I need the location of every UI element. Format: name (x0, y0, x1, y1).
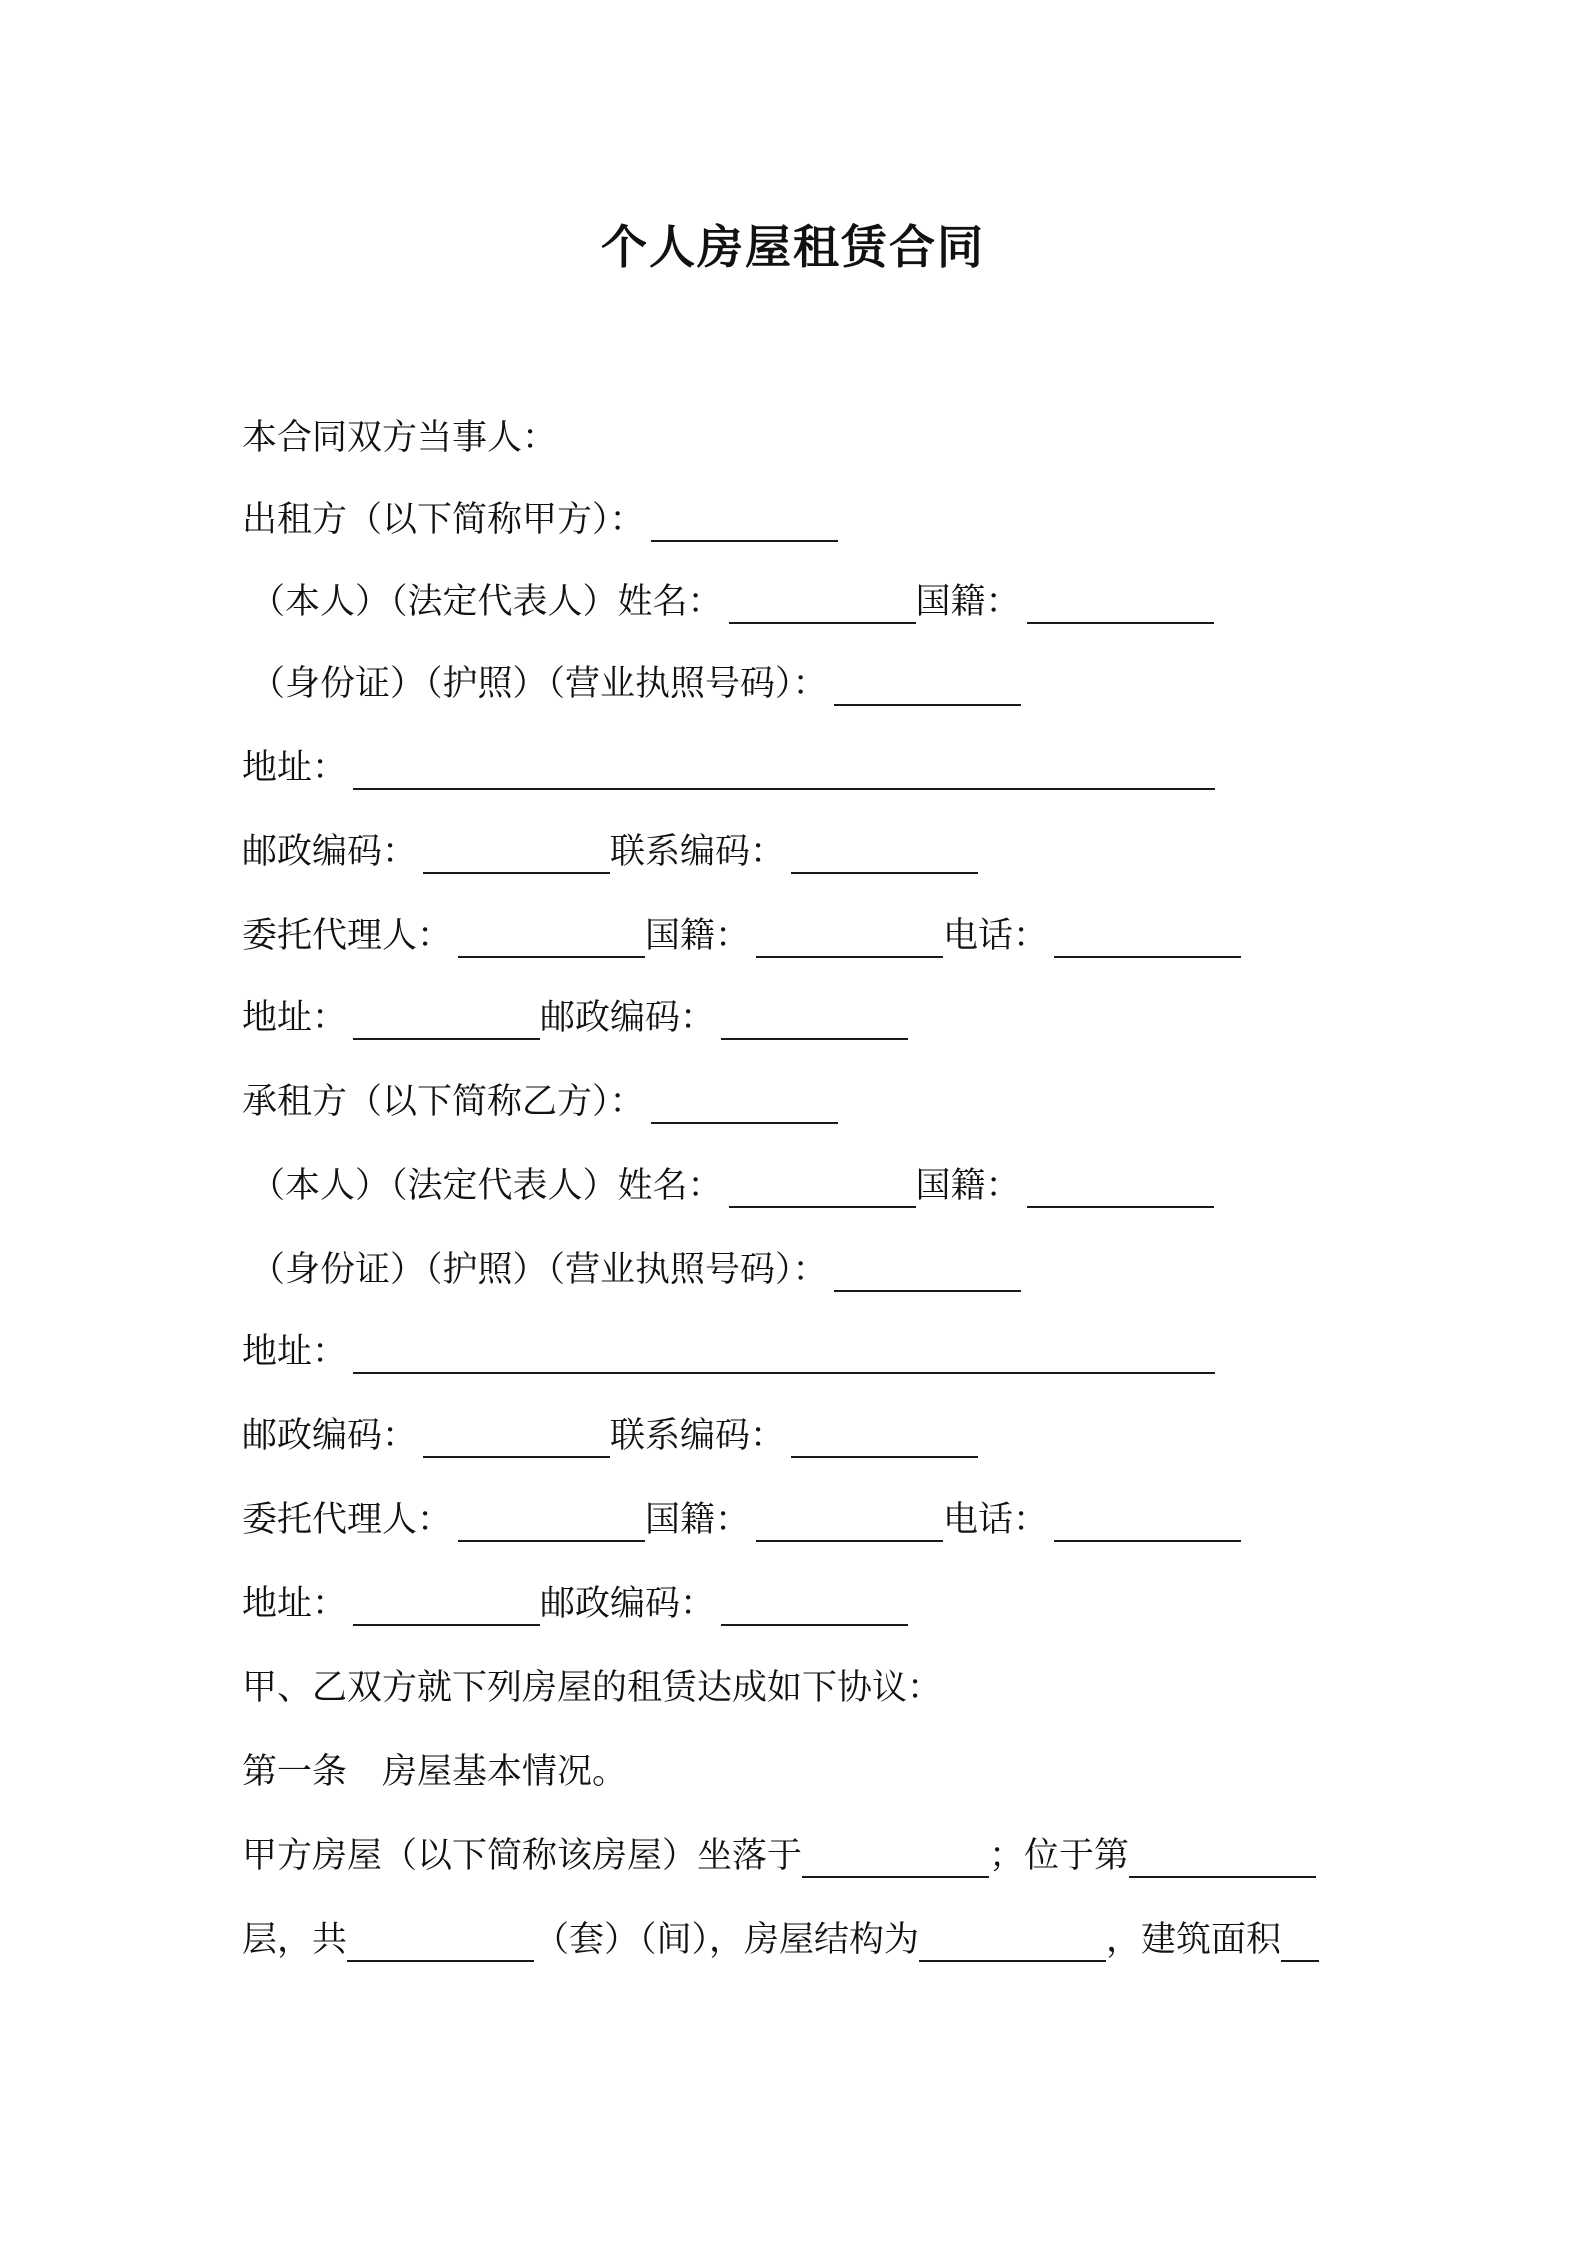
lessee-contact-label: 联系编码： (610, 1416, 786, 1456)
lessor-postcode-blank[interactable] (423, 828, 610, 874)
lessor-agent-address-blank[interactable] (353, 994, 540, 1040)
lessee-agent-address-line (242, 1574, 908, 1634)
lessor-agent-phone-blank[interactable] (1054, 912, 1241, 958)
lessor-agent-blank[interactable] (458, 912, 645, 958)
lessee-nationality-label: 国籍： (915, 1166, 1021, 1206)
agreement-line (242, 1658, 942, 1718)
article1-p1-b: ；位于第 (989, 1836, 1130, 1876)
lessee-contact-blank[interactable] (791, 1412, 978, 1458)
intro-line (242, 408, 557, 468)
lessor-agent-address-line (242, 988, 908, 1048)
article1-heading: 第一条 房屋基本情况。 (242, 1752, 628, 1792)
house-floor-blank[interactable] (1129, 1832, 1316, 1878)
lessee-postcode-line (242, 1406, 978, 1466)
lessee-heading: 承租方（以下简称乙方）： (242, 1082, 645, 1122)
lessee-agent-postcode-label: 邮政编码： (540, 1584, 716, 1624)
lessor-name-label: （本人）（法定代表人）姓名： (250, 582, 723, 622)
lessee-address-label: 地址： (242, 1332, 348, 1372)
lessor-id-blank[interactable] (834, 660, 1021, 706)
lessee-agent-line (242, 1490, 1241, 1550)
lessor-id-label: （身份证）（护照）（营业执照号码）： (250, 664, 828, 704)
lessor-heading-line (242, 490, 838, 550)
lessor-agent-nationality-label: 国籍： (645, 916, 751, 956)
lessor-agent-nationality-blank[interactable] (756, 912, 943, 958)
lessee-heading-line (242, 1072, 838, 1132)
lessee-agent-phone-label: 电话： (943, 1500, 1049, 1540)
lessee-agent-label: 委托代理人： (242, 1500, 453, 1540)
lessee-agent-blank[interactable] (458, 1496, 645, 1542)
lessor-person-name-blank[interactable] (729, 578, 916, 624)
article1-p1-line (242, 1826, 1316, 1886)
lessor-agent-postcode-blank[interactable] (721, 994, 908, 1040)
lessor-address-line (242, 738, 1215, 798)
lessor-contact-label: 联系编码： (610, 832, 786, 872)
lessor-agent-postcode-label: 邮政编码： (540, 998, 716, 1038)
lessor-heading: 出租方（以下简称甲方）： (242, 500, 645, 540)
lessee-name-label: （本人）（法定代表人）姓名： (250, 1166, 723, 1206)
lessee-agent-nationality-label: 国籍： (645, 1500, 751, 1540)
lessor-postcode-label: 邮政编码： (242, 832, 418, 872)
building-area-blank[interactable] (1281, 1916, 1319, 1962)
article1-p1-a: 甲方房屋（以下简称该房屋）坐落于 (242, 1836, 803, 1876)
house-structure-blank[interactable] (919, 1916, 1106, 1962)
lessee-nationality-blank[interactable] (1027, 1162, 1214, 1208)
lessee-postcode-blank[interactable] (423, 1412, 610, 1458)
lessor-agent-phone-label: 电话： (943, 916, 1049, 956)
lessor-address-label: 地址： (242, 748, 348, 788)
lessee-name-blank[interactable] (651, 1078, 838, 1124)
lessor-name-blank[interactable] (651, 496, 838, 542)
lessee-address-line (242, 1322, 1215, 1382)
lessor-postcode-line (242, 822, 978, 882)
document-title: 个人房屋租赁合同 (601, 220, 985, 274)
lessor-nationality-label: 国籍： (915, 582, 1021, 622)
lessee-id-blank[interactable] (834, 1246, 1021, 1292)
house-location-blank[interactable] (802, 1832, 989, 1878)
article1-p2-a: 层，共 (242, 1920, 348, 1960)
lessee-agent-address-blank[interactable] (353, 1580, 540, 1626)
lessee-id-line (250, 1240, 1021, 1300)
lessee-id-label: （身份证）（护照）（营业执照号码）： (250, 1250, 828, 1290)
article1-p2-line (242, 1910, 1319, 1970)
lessee-person-name-blank[interactable] (729, 1162, 916, 1208)
article1-p2-c: ，建筑面积 (1106, 1920, 1282, 1960)
lessor-agent-address-label: 地址： (242, 998, 348, 1038)
agreement-text: 甲、乙双方就下列房屋的租赁达成如下协议： (242, 1668, 943, 1708)
lessor-agent-label: 委托代理人： (242, 916, 453, 956)
lessee-agent-address-label: 地址： (242, 1584, 348, 1624)
lessee-name-line (250, 1156, 1214, 1216)
house-count-blank[interactable] (347, 1916, 534, 1962)
lessor-id-line (250, 654, 1021, 714)
intro-text: 本合同双方当事人： (242, 418, 558, 458)
lessor-agent-line (242, 906, 1241, 966)
lessee-agent-phone-blank[interactable] (1054, 1496, 1241, 1542)
lessee-address-blank[interactable] (353, 1328, 1215, 1374)
lessee-agent-postcode-blank[interactable] (721, 1580, 908, 1626)
lessor-address-blank[interactable] (353, 744, 1215, 790)
article1-heading-line (242, 1742, 627, 1802)
lessor-contact-blank[interactable] (791, 828, 978, 874)
lessor-name-line (250, 572, 1214, 632)
lessee-postcode-label: 邮政编码： (242, 1416, 418, 1456)
lessee-agent-nationality-blank[interactable] (756, 1496, 943, 1542)
lessor-nationality-blank[interactable] (1027, 578, 1214, 624)
article1-p2-b: （套）（间），房屋结构为 (534, 1920, 920, 1960)
